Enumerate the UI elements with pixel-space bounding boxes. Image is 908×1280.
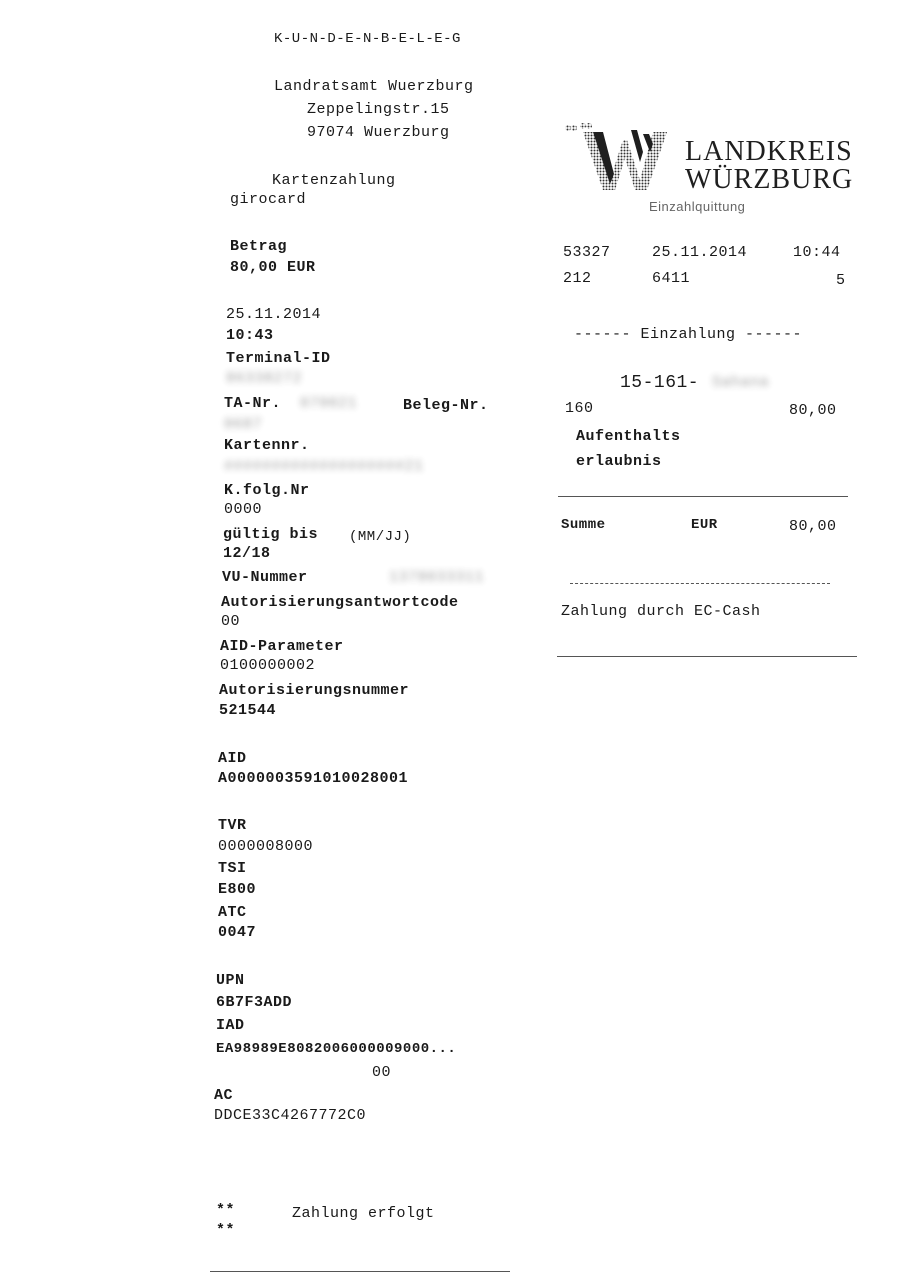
- aid-param-value: 0100000002: [220, 657, 316, 674]
- card-number-value: ###################21: [224, 458, 424, 475]
- landkreis-logo: [563, 122, 863, 222]
- aid-param-label: AID-Parameter: [220, 638, 344, 655]
- tsi-value: E800: [218, 881, 257, 898]
- payment-card: girocard: [230, 191, 307, 208]
- tvr-value: 0000008000: [218, 838, 314, 855]
- bottom-divider-right: [557, 656, 857, 657]
- reference-redacted: Sahana: [712, 374, 770, 391]
- sum-label: Summe: [561, 517, 606, 533]
- auth-number-label: Autorisierungsnummer: [219, 682, 410, 699]
- beleg-nr-label: Beleg-Nr.: [403, 397, 489, 414]
- card-number-label: Kartennr.: [224, 437, 310, 454]
- payment-type-label: Kartenzahlung: [272, 172, 396, 189]
- stars-top: **: [216, 1202, 236, 1219]
- sum-divider: [558, 496, 848, 497]
- item-amount: 80,00: [789, 402, 837, 419]
- bottom-divider: [210, 1271, 510, 1272]
- logo-line2: WÜRZBURG: [685, 164, 854, 195]
- amount-value: 80,00 EUR: [230, 259, 316, 276]
- valid-label: gültig bis: [223, 526, 319, 543]
- transaction-time: 10:43: [226, 327, 274, 344]
- cashier-number: 212: [563, 270, 592, 287]
- logo-subtitle: Einzahlquittung: [649, 199, 746, 214]
- beleg-nr-value: 0687: [224, 416, 263, 433]
- item-description-line1: Aufenthalts: [576, 428, 681, 445]
- reference-number: 15-161-: [620, 373, 700, 393]
- vu-label: VU-Nummer: [222, 569, 308, 586]
- upn-value: 6B7F3ADD: [216, 994, 293, 1011]
- receipt-time: 10:44: [793, 244, 841, 261]
- terminal-id-value: 86338272: [226, 370, 303, 387]
- vu-value: 1378033311: [389, 569, 485, 586]
- auth-response-value: 00: [221, 613, 241, 630]
- terminal-id-label: Terminal-ID: [226, 350, 331, 367]
- register-number: 6411: [652, 270, 691, 287]
- stars-bottom: **: [216, 1222, 236, 1239]
- transaction-date: 25.11.2014: [226, 306, 322, 323]
- aid-label: AID: [218, 750, 247, 767]
- section-title: ------ Einzahlung ------: [574, 326, 803, 343]
- logo-line1: LANDKREIS: [685, 136, 853, 167]
- merchant-city: 97074 Wuerzburg: [307, 124, 450, 141]
- atc-label: ATC: [218, 904, 247, 921]
- iad-value: EA98989E8082006000009000...: [216, 1041, 457, 1057]
- amount-label: Betrag: [230, 238, 288, 255]
- item-description-line2: erlaubnis: [576, 453, 662, 470]
- sum-currency: EUR: [691, 517, 718, 533]
- ac-value: DDCE33C4267772C0: [214, 1107, 367, 1124]
- kfolg-label: K.folg.Nr: [224, 482, 310, 499]
- iad-value-continued: 00: [372, 1064, 392, 1081]
- tvr-label: TVR: [218, 817, 247, 834]
- auth-response-label: Autorisierungsantwortcode: [221, 594, 459, 611]
- sum-value: 80,00: [789, 518, 837, 535]
- valid-value: 12/18: [223, 545, 271, 562]
- payment-note: Zahlung durch EC-Cash: [561, 603, 761, 620]
- iad-label: IAD: [216, 1017, 245, 1034]
- aid-value: A0000003591010028001: [218, 770, 409, 787]
- ta-nr-value: 070021: [300, 395, 358, 412]
- merchant-name: Landratsamt Wuerzburg: [274, 78, 474, 95]
- valid-format: (MM/JJ): [349, 529, 412, 545]
- tsi-label: TSI: [218, 860, 247, 877]
- merchant-street: Zeppelingstr.15: [307, 101, 450, 118]
- payment-status: Zahlung erfolgt: [292, 1205, 435, 1222]
- signature-divider: [570, 583, 830, 584]
- kfolg-value: 0000: [224, 501, 263, 518]
- ta-nr-label: TA-Nr.: [224, 395, 282, 412]
- receipt-title: K-U-N-D-E-N-B-E-L-E-G: [274, 31, 461, 47]
- upn-label: UPN: [216, 972, 245, 989]
- ac-label: AC: [214, 1087, 234, 1104]
- receipt-number: 53327: [563, 244, 611, 261]
- auth-number-value: 521544: [219, 702, 277, 719]
- item-code: 160: [565, 400, 594, 417]
- counter-number: 5: [836, 272, 846, 289]
- w-emblem-icon: [563, 122, 673, 202]
- atc-value: 0047: [218, 924, 257, 941]
- receipt-date: 25.11.2014: [652, 244, 748, 261]
